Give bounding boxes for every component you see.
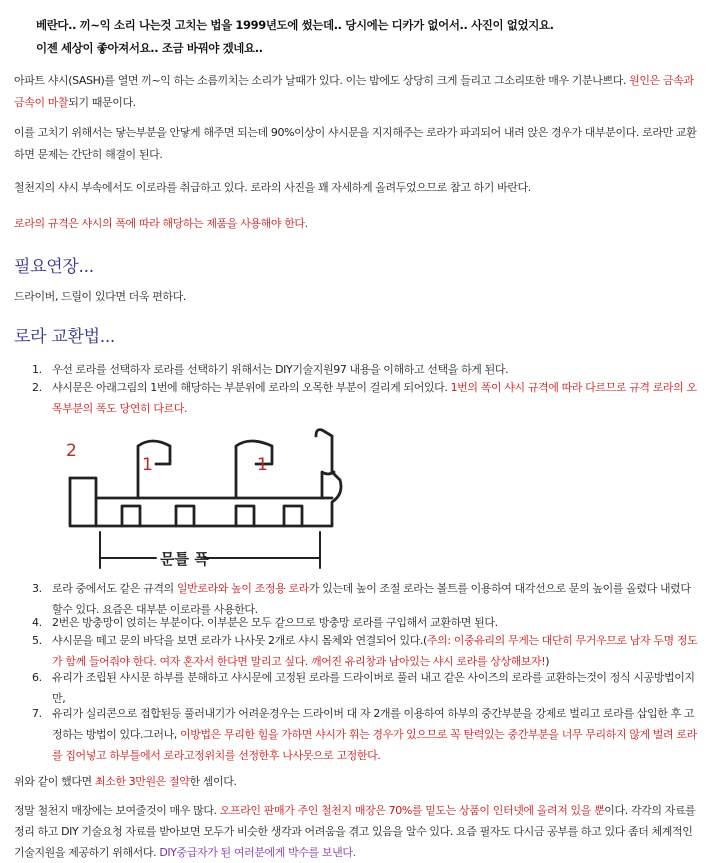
paragraph-roller-spec: 로라의 규격은 샤시의 폭에 따라 해당하는 제품을 사용해야 한다. [14,217,308,230]
rail-slot-2 [176,506,194,526]
step-text: 유리가 실리콘으로 접합된등 풀러내기가 어려운경우는 드라이버 대 자 2개를 이용하여 하부의 중간부분을 강제로 벌리고 로라를 삽입한 후 고정하는 방법이 있다.그러나, [52,707,695,741]
paragraph-sash-noise [14,70,702,114]
step-2 [32,377,702,419]
label-1b: 1 [257,455,268,475]
step-text: 2번은 방충망이 얹히는 부분이다. 이부분은 모두 같으므로 방충망 로라를 구입해서 교환하면 된다. [52,616,498,629]
highlight-savings: 최소한 3만원은 절약 [94,775,190,788]
step-highlight: 1번의 폭이 샤시 규격에 따라 다르므로 규격 로라의 오목부분의 폭도 당연히 다르다. [52,381,697,415]
step-5 [32,630,702,672]
step-text: 로라 중에서도 같은 규격의 [52,582,177,595]
step-highlight: 이방법은 무리한 힘을 가하면 샤시가 휘는 경우가 있으므로 꼭 탄력있는 중간부분을 너무 무리하지 않게 벌려 로라를 집어넣고 하부틀에서 로라고정위치를 선정한후 나사못으로 고정한다. [52,728,697,762]
paragraph-text: 되기 때문이다. [68,96,136,109]
paragraph-text: 위와 같이 했다면 [14,775,95,788]
right-hook [322,472,334,498]
paragraph-text: 이다. 각각의 자료를 정리 하고 DIY 기술요청 자료를 받아보면 모두가 비슷한 생각과 어려움을 겪고 있음을 알수 있다. 요즘 필자도 다시금 공부를 하고 있다 좀더 체계적인 기술지원을 제공하기 위해서다. [14,804,696,859]
door-frame-diagram [60,428,360,578]
step-number: 2. [32,381,42,394]
step-warning: 주의: 이중유리의 무게는 대단히 무거우므로 남자 두명 정도가 함께 들어줘야 한다. 여자 혼자서 한다면 말리고 싶다. 깨어진 유리창과 남아있는 샤시 로라를 상상해보자! [52,634,698,668]
heading-roller-replacement: 로라 교환법... [14,327,116,347]
rail-slot-4 [284,506,302,526]
highlight-cause: 원인은 금속과 금속이 마찰 [14,74,694,109]
heading-required-tools: 필요연장... [14,257,94,277]
intro-line-2: 이젠 세상이 좋아져서요.. 조금 바꿔야 겠네요.. [36,41,263,55]
step-text: ) [545,655,550,668]
highlight-store: 오프라인 판매가 주인 철천지 매장은 70%를 밑도는 상품이 인터넷에 올려져 있을 뿐 [219,804,605,817]
step-7 [32,703,702,766]
step-number: 3. [32,582,42,595]
paragraph-tools: 드라이버, 드릴이 있다면 더욱 편하다. [14,290,186,303]
paragraph-roller-repair: 이를 고치기 위해서는 닿는부분을 안닿게 해주면 되는데 90%이상이 샤시문을 지지해주는 로라가 파괴되어 내려 앉은 경우가 대부분이다. 로라만 교환하면 문제는 간단히 해결이 된다. [14,126,697,161]
step-number: 4. [32,616,42,629]
label-2: 2 [66,441,77,461]
step-highlight: 일반로라와 높이 조정용 로라 [176,582,309,595]
label-1a: 1 [142,455,153,475]
step-text: 가 있는데 높이 조절 로라는 볼트를 이용하여 대각선으로 문의 높이를 올렸다 내렸다 할수 있다. 요즘은 대부분 이로라를 사용한다. [52,582,691,616]
rail-slot-1 [122,506,140,526]
step-number: 7. [32,707,42,720]
highlight-applause: DIY중급자가 된 여러분에게 박수를 보낸다. [159,846,356,859]
step-number: 5. [32,634,42,647]
paragraph-store-closing [14,800,702,863]
rail-slot-3 [236,506,254,526]
inner-frame [96,498,332,526]
paragraph-text: 정말 철천지 매장에는 보여줄것이 매우 많다. [14,804,220,817]
paragraph-text: 아파트 샤시(SASH)를 열면 끼~익 하는 소름끼치는 소리가 날때가 있다. 이는 밤에도 상당히 크게 들리고 그소리또한 매우 기분나쁘다. [14,74,630,87]
step-text: 우선 로라를 선택하자 로라를 선택하기 위해서는 DIY기술지원97 내용을 이해하고 선택을 하게 된다. [52,363,509,376]
paragraph-savings [14,771,702,793]
frame-outline [70,430,341,526]
paragraph-text: 한 셈이다. [189,775,237,788]
step-number: 1. [32,363,42,376]
paragraph-store-parts: 철천지의 샤시 부속에서도 이로라를 취급하고 있다. 로라의 사진을 꽤 자세하게 올려두었으므로 참고 하기 바란다. [14,181,531,194]
intro-line-1: 베란다.. 끼~익 소리 나는것 고치는 법을 1999년도에 썼는데.. 당시에는 디카가 없어서.. 사진이 없었지요. [36,18,554,32]
width-caption: 문틀 폭 [160,550,209,568]
step-text: 유리가 조립된 샤시문 하부를 분해하고 샤시문에 고정된 로라를 드라이버로 풀러 내고 같은 사이즈의 로라를 교환하는것이 정식 시공방법이지만, [52,671,695,705]
step-text: 샤시문은 아래그림의 1번에 해당하는 부분위에 로라의 오목한 부분이 걸리게 되어있다. [52,381,451,394]
left-rail [70,478,96,498]
step-number: 6. [32,671,42,684]
step-text: 샤시문을 떼고 문의 바닥을 보면 로라가 나사못 2개로 샤시 몸체와 연결되어 있다.( [52,634,427,647]
